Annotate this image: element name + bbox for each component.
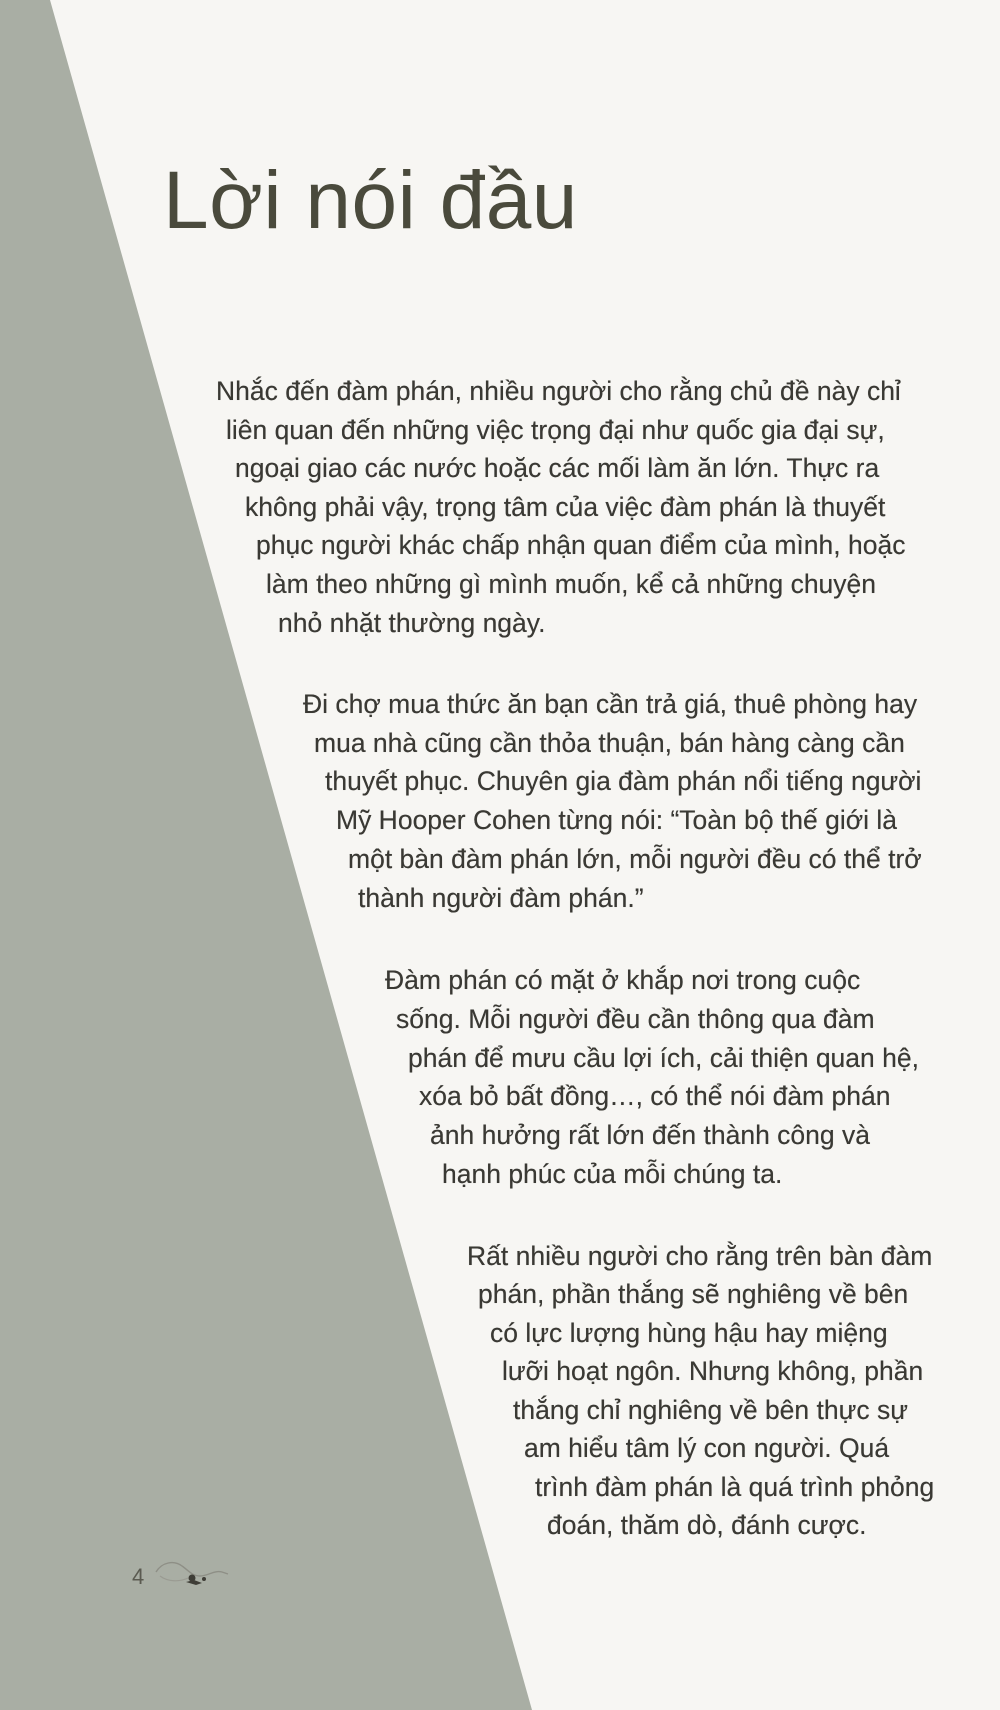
text-line: ảnh hưởng rất lớn đến thành công và <box>430 1120 870 1150</box>
text-line: nhỏ nhặt thường ngày. <box>278 608 546 638</box>
text-line: thành người đàm phán.” <box>358 883 644 913</box>
text-line: xóa bỏ bất đồng…, có thể nói đàm phán <box>419 1081 891 1111</box>
text-line: Rất nhiều người cho rằng trên bàn đàm <box>467 1241 933 1271</box>
text-line: phục người khác chấp nhận quan điểm của mình, hoặc <box>256 530 906 560</box>
text-line: hạnh phúc của mỗi chúng ta. <box>442 1159 783 1189</box>
text-line: đoán, thăm dò, đánh cược. <box>547 1510 867 1540</box>
text-line: ngoại giao các nước hoặc các mối làm ăn lớn. Thực ra <box>235 453 880 483</box>
text-line: Nhắc đến đàm phán, nhiều người cho rằng chủ đề này chỉ <box>216 376 901 406</box>
text-line: Mỹ Hooper Cohen từng nói: “Toàn bộ thế giới là <box>336 805 898 835</box>
text-line: phán, phần thắng sẽ nghiêng về bên <box>478 1279 909 1309</box>
text-line: không phải vậy, trọng tâm của việc đàm phán là thuyết <box>245 492 886 522</box>
text-line: một bàn đàm phán lớn, mỗi người đều có thể trở <box>348 844 922 874</box>
footer-ornament-icon <box>152 1556 232 1588</box>
text-line: thuyết phục. Chuyên gia đàm phán nổi tiếng người <box>325 766 922 796</box>
text-line: làm theo những gì mình muốn, kể cả những chuyện <box>266 569 877 599</box>
text-line: trình đàm phán là quá trình phỏng <box>535 1472 935 1502</box>
text-line: lưỡi hoạt ngôn. Nhưng không, phần <box>502 1356 924 1386</box>
page-title: Lời nói đầu <box>163 155 578 246</box>
text-line: thắng chỉ nghiêng về bên thực sự <box>513 1395 908 1425</box>
text-line: mua nhà cũng cần thỏa thuận, bán hàng càng cần <box>314 728 905 758</box>
page-number: 4 <box>132 1564 145 1589</box>
text-line: có lực lượng hùng hậu hay miệng <box>490 1318 888 1348</box>
text-line: am hiểu tâm lý con người. Quá <box>524 1433 890 1463</box>
text-line: sống. Mỗi người đều cần thông qua đàm <box>396 1004 875 1034</box>
text-line: Đi chợ mua thức ăn bạn cần trả giá, thuê phòng hay <box>303 689 918 719</box>
text-line: phán để mưu cầu lợi ích, cải thiện quan hệ, <box>408 1043 919 1073</box>
text-line: liên quan đến những việc trọng đại như quốc gia đại sự, <box>226 415 885 445</box>
text-line: Đàm phán có mặt ở khắp nơi trong cuộc <box>385 965 861 995</box>
